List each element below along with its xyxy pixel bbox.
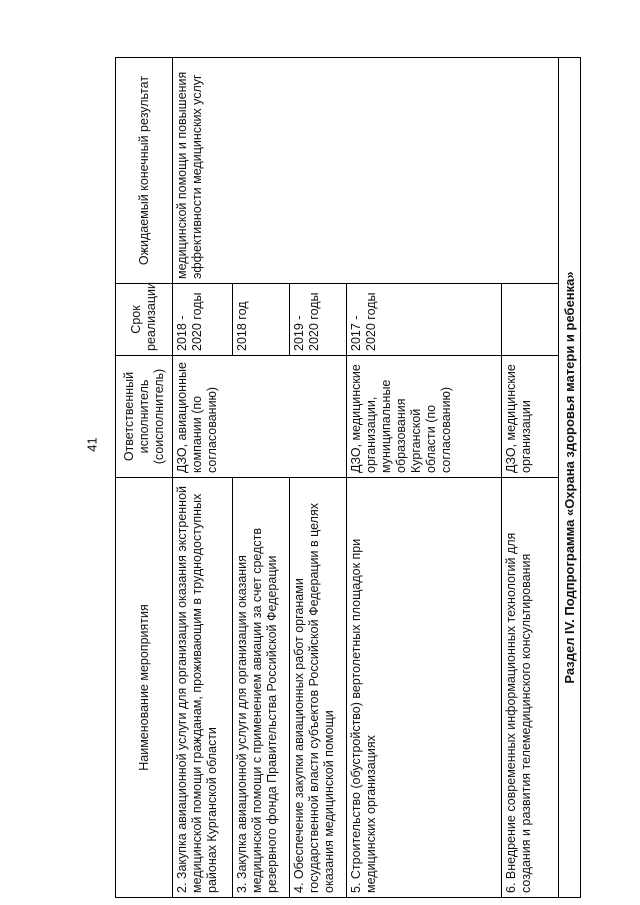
- row-executor: [233, 356, 290, 478]
- section-row: [559, 58, 581, 898]
- table-row: [233, 58, 290, 898]
- row-term: 2017 - 2020 годы: [347, 284, 502, 356]
- table-row: [290, 58, 347, 898]
- table-row: [173, 58, 233, 898]
- row-executor: ДЗО, медицинские организации: [502, 356, 559, 478]
- row-result: [502, 58, 559, 284]
- measures-table: [115, 57, 581, 898]
- table-row: [502, 58, 559, 898]
- row-name: 6. Внедрение современных информационных технологий для создания и развития телемедицинского консультирования: [502, 478, 559, 898]
- section-title: Раздел IV. Подпрограмма «Охрана здоровья матери и ребенка»: [559, 58, 581, 898]
- row-name: 2. Закупка авиационной услуги для организации оказания экстренной медицинской помощи гражданам, проживающим в труднодоступных районах Курганской области: [173, 478, 233, 898]
- row-executor: ДЗО, медицинские организации, муниципальные образования Курганской области (по согласованию): [347, 356, 502, 478]
- header-result: Ожидаемый конечный результат: [116, 58, 173, 284]
- row-name: 4. Обеспечение закупки авиационных работ органами государственной власти субъектов Российской Федерации в целях оказания медицинской помощи: [290, 478, 347, 898]
- row-result: [290, 58, 347, 284]
- header-executor: Ответственный исполнитель (соисполнитель): [116, 356, 173, 478]
- row-name: 5. Строительство (обустройство) вертолетных площадок при медицинских организациях: [347, 478, 502, 898]
- row-term: 2018 год: [233, 284, 290, 356]
- row-result: медицинской помощи и повышения эффективности медицинских услуг: [173, 58, 233, 284]
- rotated-table-container: [115, 58, 605, 898]
- row-result: [233, 58, 290, 284]
- table-row: [347, 58, 502, 898]
- row-name: 3. Закупка авиационной услуги для организации оказания медицинской помощи с применением авиации за счет средств резервного фонда Правительства Российской Федерации: [233, 478, 290, 898]
- row-term: 2018 - 2020 годы: [173, 284, 233, 356]
- row-term: [502, 284, 559, 356]
- header-term: Срок реализации: [116, 284, 173, 356]
- row-executor: ДЗО, авиационные компании (по согласованию): [173, 356, 233, 478]
- table-header-row: [116, 58, 173, 898]
- header-name: Наименование мероприятия: [116, 478, 173, 898]
- row-term: 2019 - 2020 годы: [290, 284, 347, 356]
- page-number: 41: [84, 437, 100, 452]
- row-executor: [290, 356, 347, 478]
- row-result: [347, 58, 502, 284]
